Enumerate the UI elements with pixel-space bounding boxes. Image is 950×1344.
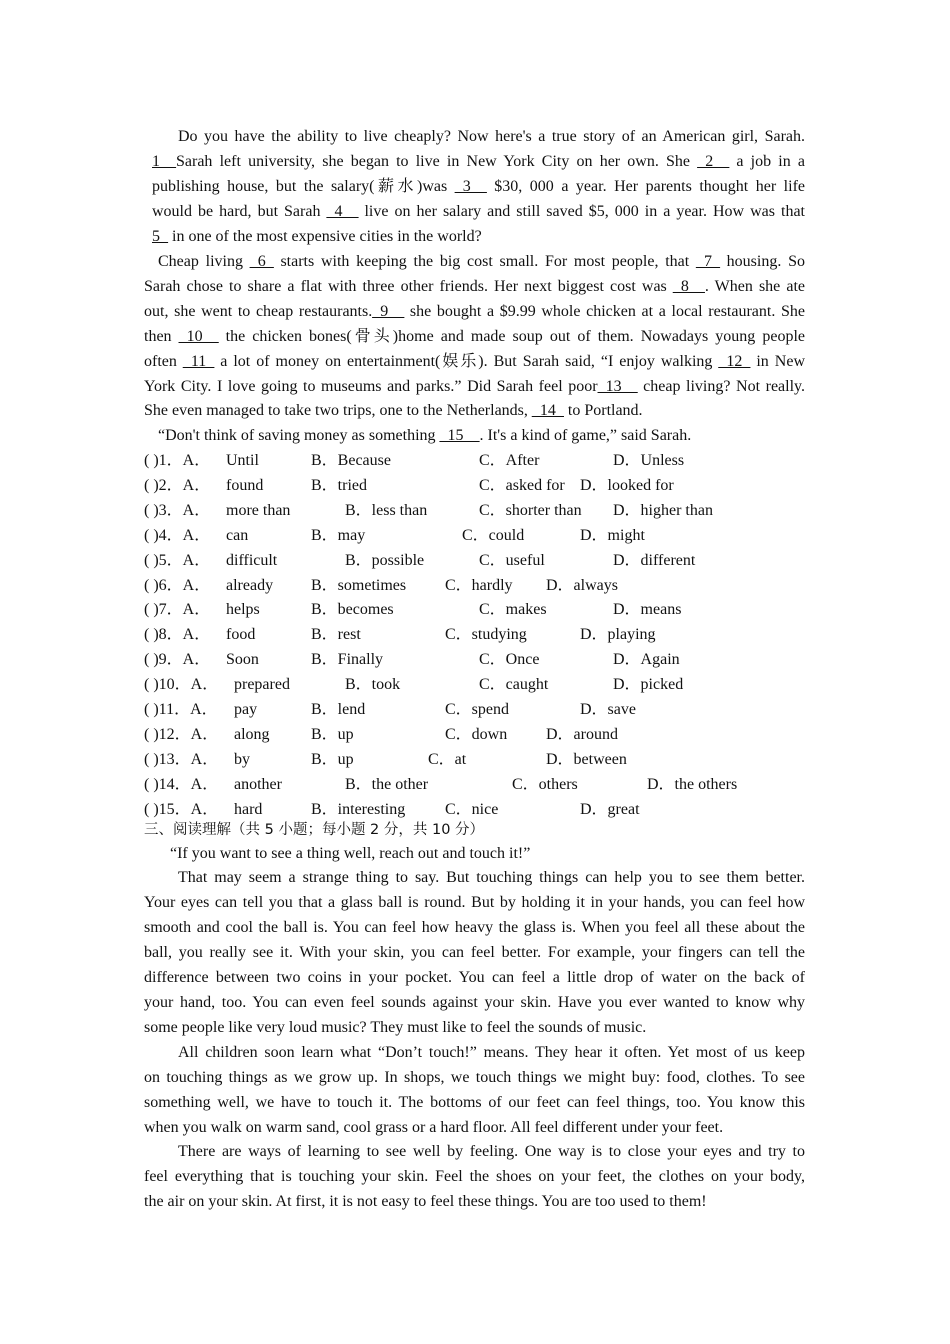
passage-line: 1__Sarah left university, she began to live in New York City on her own. She _2__ a job in a [152,153,806,170]
passage-line: when you walk on warm sand, cool grass or a hard floor. All feel different under your feet. [144,1119,724,1136]
option-c[interactable]: C．spend [445,701,510,718]
option-c[interactable]: C．nice [445,801,499,818]
option-a[interactable]: Until [226,452,259,469]
blank-10[interactable]: _10__ [178,328,219,345]
question-number: ( )15．A． [144,801,219,818]
option-b[interactable]: B．may [311,527,366,544]
option-d[interactable]: D．means [613,601,682,618]
passage-line: ball, you really see it. With your skin, you can feel better. For example, your fingers can tell the [144,944,805,961]
option-a[interactable]: helps [226,601,260,618]
passage-line: Do you have the ability to live cheaply? Now here's a true story of an American girl, Sarah. [178,128,805,145]
passage-line: would be hard, but Sarah _4__ live on her salary and still saved $5, 000 in a year. How was that [152,203,805,220]
option-d[interactable]: D．the others [647,776,738,793]
question-number: ( )2．A． [144,477,211,494]
option-d[interactable]: D．Unless [613,452,685,469]
option-d[interactable]: D．Again [613,651,680,668]
blank-2[interactable]: _2__ [697,153,730,170]
option-b[interactable]: B．interesting [311,801,406,818]
option-c[interactable]: C．at [428,751,467,768]
option-a[interactable]: by [234,751,250,768]
option-d[interactable]: D．save [580,701,636,718]
option-c[interactable]: C．After [479,452,540,469]
question-number: ( )3．A． [144,502,211,519]
option-d[interactable]: D．higher than [613,502,713,519]
blank-7[interactable]: _7_ [695,253,720,270]
passage-line: then _10__ the chicken bones(骨头)home and made soup out of them. Nowadays young people [144,328,805,345]
question-number: ( )10．A． [144,676,219,693]
option-b[interactable]: B．less than [345,502,428,519]
option-d[interactable]: D．playing [580,626,656,643]
option-a[interactable]: found [226,477,264,494]
blank-5[interactable]: 5_ [152,228,168,245]
passage-line: something well, we have to touch it. The bottoms of our feet can feel things, too. You know this [144,1094,805,1111]
blank-13[interactable]: _13__ [597,378,638,395]
option-c[interactable]: C．Once [479,651,540,668]
option-a[interactable]: can [226,527,249,544]
section-heading: 三、阅读理解（共 5 小题；每小题 2 分，共 10 分） [144,822,485,838]
option-d[interactable]: D．great [580,801,640,818]
question-number: ( )12．A． [144,726,219,743]
option-b[interactable]: B．Because [311,452,391,469]
blank-9[interactable]: _9__ [372,303,405,320]
passage-line: 5_ in one of the most expensive cities in the world? [152,228,482,245]
blank-1[interactable]: 1__ [152,153,176,170]
passage-line: York City. I love going to museums and parks.” Did Sarah feel poor_13__ cheap living? Not really. [144,378,806,395]
question-number: ( )8．A． [144,626,211,643]
question-number: ( )1．A． [144,452,211,469]
option-b[interactable]: B．tried [311,477,367,494]
option-b[interactable]: B．lend [311,701,366,718]
blank-8[interactable]: _8__ [672,278,705,295]
option-a[interactable]: pay [234,701,258,718]
option-d[interactable]: D．around [546,726,618,743]
passage-line: Cheap living _6_ starts with keeping the big cost small. For most people, that _7_ housing. So [158,253,805,270]
option-c[interactable]: C．makes [479,601,547,618]
option-c[interactable]: C．useful [479,552,545,569]
option-a[interactable]: another [234,776,282,793]
passage-line: on touching things as we grow up. In shops, we touch things we might buy: food, clothes. To see [144,1069,805,1086]
blank-6[interactable]: _6_ [249,253,274,270]
question-number: ( )13．A． [144,751,219,768]
blank-11[interactable]: _11_ [182,353,215,370]
option-c[interactable]: C．others [512,776,578,793]
blank-15[interactable]: _15__ [439,427,480,444]
passage-line: feel everything that is touching your skin. Feel the shoes on your feet, the clothes on your body, [144,1168,805,1185]
option-b[interactable]: B．up [311,726,354,743]
option-a[interactable]: prepared [234,676,290,693]
passage-line: All children soon learn what “Don’t touch!” means. They hear it often. Yet most of us keep [178,1044,805,1061]
passage-line: Sarah chose to share a flat with three other friends. Her next biggest cost was _8__. When she ate [144,278,805,295]
option-c[interactable]: C．hardly [445,577,513,594]
option-a[interactable]: hard [234,801,263,818]
question-number: ( )14．A． [144,776,219,793]
option-d[interactable]: D．between [546,751,627,768]
option-b[interactable]: B．becomes [311,601,394,618]
option-c[interactable]: C．studying [445,626,527,643]
option-c[interactable]: C．down [445,726,508,743]
option-b[interactable]: B．sometimes [311,577,407,594]
option-c[interactable]: C．caught [479,676,549,693]
passage-line: often _11_ a lot of money on entertainment(娱乐). But Sarah said, “I enjoy walking _12_ in New [144,353,806,370]
option-a[interactable]: along [234,726,270,743]
passage-line: some people like very loud music? They must like to feel the sounds of music. [144,1019,647,1036]
passage-line: your hand, too. You can even feel sounds against your skin. Have you ever wanted to know why [144,994,805,1011]
question-number: ( )11．A． [144,701,218,718]
passage-title: “If you want to see a thing well, reach out and touch it!” [170,845,531,862]
option-d[interactable]: D．always [546,577,618,594]
question-number: ( )9．A． [144,651,211,668]
question-number: ( )7．A． [144,601,211,618]
blank-4[interactable]: _4__ [326,203,359,220]
option-b[interactable]: B．up [311,751,354,768]
passage-line: That may seem a strange thing to say. But touching things can help you to see them better. [178,869,805,886]
passage-line: “Don't think of saving money as something _15__. It's a kind of game,” said Sarah. [158,427,692,444]
question-number: ( )5．A． [144,552,211,569]
option-c[interactable]: C．asked for [479,477,565,494]
option-b[interactable]: B．the other [345,776,429,793]
option-b[interactable]: B．took [345,676,401,693]
option-b[interactable]: B．rest [311,626,361,643]
option-b[interactable]: B．Finally [311,651,384,668]
option-d[interactable]: D．looked for [580,477,674,494]
option-d[interactable]: D．picked [613,676,684,693]
passage-line: out, she went to cheap restaurants._9__ she bought a $9.99 whole chicken at a local restaurant. She [144,303,805,320]
option-a[interactable]: already [226,577,274,594]
passage-line: She even managed to take two trips, one to the Netherlands, _14_ to Portland. [144,402,643,419]
option-a[interactable]: more than [226,502,291,519]
passage-line: Your eyes can tell you that a glass ball is round. But by holding it in your hands, you can feel how [144,894,805,911]
option-a[interactable]: food [226,626,256,643]
question-number: ( )4．A． [144,527,211,544]
passage-line: the air on your skin. At first, it is not easy to feel these things. You are too used to them! [144,1193,707,1210]
passage-line: There are ways of learning to see well by feeling. One way is to close your eyes and try to [178,1143,805,1160]
option-b[interactable]: B．possible [345,552,425,569]
blank-3[interactable]: _3__ [454,178,487,195]
option-a[interactable]: Soon [226,651,259,668]
option-d[interactable]: D．might [580,527,645,544]
question-number: ( )6．A． [144,577,211,594]
option-c[interactable]: C．shorter than [479,502,582,519]
passage-line: difference between two coins in your pocket. You can feel a little drop of water on the back of [144,969,805,986]
option-c[interactable]: C．could [462,527,525,544]
blank-14[interactable]: _14_ [531,402,564,419]
option-d[interactable]: D．different [613,552,696,569]
option-a[interactable]: difficult [226,552,278,569]
blank-12[interactable]: _12_ [718,353,751,370]
passage-line: smooth and cool the ball is. You can feel how heavy the glass is. When you feel all these about the [144,919,805,936]
passage-line: publishing house, but the salary(薪水)was _3__ $30, 000 a year. Her parents thought her life [152,178,805,195]
